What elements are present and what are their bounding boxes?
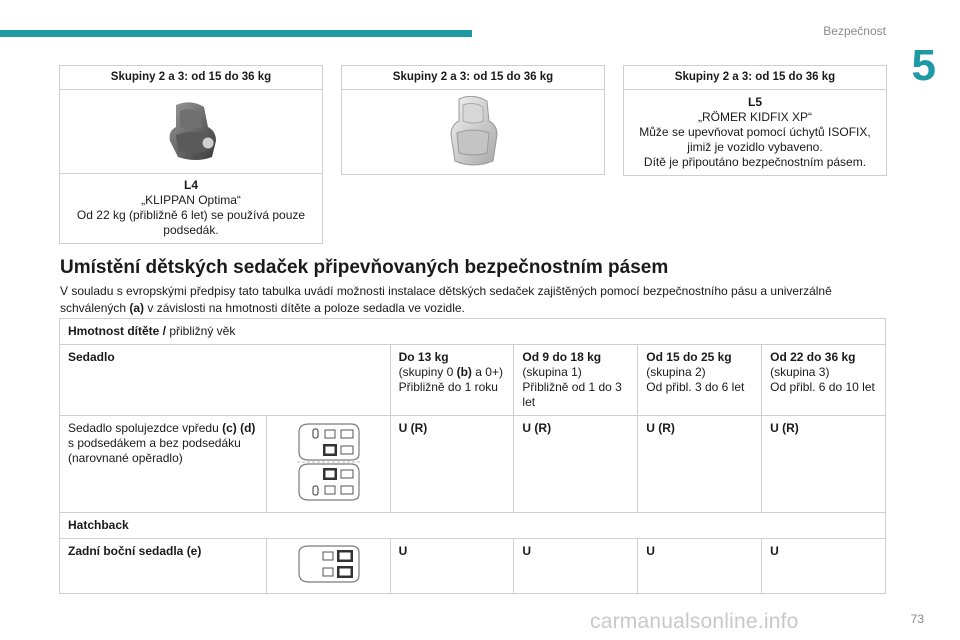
- seat-model: „KLIPPAN Optima“: [141, 193, 241, 207]
- section-title: Umístění dětských sedaček připevňovaných bezpečnostním pásem: [60, 257, 669, 278]
- seat-card-l5: [623, 65, 887, 176]
- child-seat-klippan-image: [156, 97, 226, 167]
- group-title: Od 9 do 18 kg: [522, 350, 602, 364]
- seat-column-header: Sedadlo: [60, 345, 391, 416]
- group-title: Od 15 do 25 kg: [646, 350, 732, 364]
- car-rear-seats-diagram: [293, 543, 363, 585]
- seat-model: „RÖMER KIDFIX XP“: [697, 110, 812, 124]
- seat-card-header: Skupiny 2 a 3: od 15 do 36 kg: [342, 66, 604, 90]
- group-title: Do 13 kg: [398, 350, 449, 364]
- group-header: [390, 345, 514, 416]
- table-cell: U (R): [514, 416, 638, 513]
- group-age: Přibližně od 1 do 3 let: [522, 380, 622, 409]
- table-cell: U (R): [638, 416, 762, 513]
- seat-card-2: [341, 65, 605, 175]
- table-cell: U: [514, 539, 638, 594]
- intro-footnote-ref: (a): [129, 301, 145, 315]
- intro-text: V souladu s evropskými předpisy tato tabulka uvádí možnosti instalace dětských sedaček zajištěných pomocí bezpečnostního pásu a univerzálně schválených: [60, 284, 832, 315]
- table-row: [60, 345, 886, 416]
- seat-note: Od 22 kg (přibližně 6 let) se používá pouze podsedák.: [76, 208, 306, 237]
- seat-note: Dítě je připoutáno bezpečnostním pásem.: [643, 155, 867, 169]
- group-subtitle: (skupina 2): [646, 365, 706, 379]
- car-front-passenger-diagram: [293, 420, 363, 504]
- group-age: Od přibl. 6 do 10 let: [770, 380, 875, 394]
- table-cell: U (R): [390, 416, 514, 513]
- hatchback-label: Hatchback: [60, 513, 886, 539]
- table-cell: U: [638, 539, 762, 594]
- seat-note: Může se upevňovat pomocí úchytů ISOFIX, jimiž je vozidlo vybaveno.: [639, 125, 871, 154]
- group-subtitle: (skupiny 0 (b) a 0+): [398, 365, 503, 379]
- seat-card-header: Skupiny 2 a 3: od 15 do 36 kg: [60, 66, 322, 90]
- intro-text: v závislosti na hmotnosti dítěte a poloze sedadla ve vozidle.: [144, 301, 465, 315]
- weight-label: Hmotnost dítěte /: [68, 324, 166, 338]
- seat-card-text: [624, 90, 886, 175]
- weight-label-rest: přibližný věk: [166, 324, 236, 338]
- seat-code: L4: [183, 178, 198, 192]
- group-header: [762, 345, 886, 416]
- table-cell: U: [390, 539, 514, 594]
- group-header: [514, 345, 638, 416]
- weight-label-cell: [60, 319, 886, 345]
- front-seat-diagram-cell: [266, 416, 390, 513]
- table-cell: U (R): [762, 416, 886, 513]
- table-row: [60, 513, 886, 539]
- section-name: Bezpečnost: [823, 24, 886, 38]
- header-accent-bar: [0, 30, 472, 37]
- seat-image-cell: [342, 90, 604, 174]
- table-row: [60, 539, 886, 594]
- child-seat-table: [59, 318, 886, 594]
- group-age: Přibližně do 1 roku: [398, 380, 498, 394]
- group-age: Od přibl. 3 do 6 let: [646, 380, 745, 394]
- seat-image-cell: [60, 90, 322, 174]
- watermark: carmanualsonline.info: [590, 610, 799, 633]
- seat-card-header: Skupiny 2 a 3: od 15 do 36 kg: [624, 66, 886, 90]
- page-number: 73: [910, 612, 924, 626]
- table-cell: U: [762, 539, 886, 594]
- seat-card-text: [60, 174, 322, 243]
- table-row: [60, 416, 886, 513]
- seat-row-label: Sedadlo spolujezdce vpředu (c) (d) s podsedákem a bez podsedáku (narovnané opěradlo): [60, 416, 267, 513]
- chapter-number: 5: [911, 41, 936, 90]
- group-title: Od 22 do 36 kg: [770, 350, 856, 364]
- seat-code: L5: [747, 95, 762, 109]
- seat-row-label: Zadní boční sedadla (e): [60, 539, 267, 594]
- table-row: [60, 319, 886, 345]
- rear-seat-diagram-cell: [266, 539, 390, 594]
- seat-card-l4: [59, 65, 323, 244]
- group-subtitle: (skupina 1): [522, 365, 582, 379]
- child-seat-image: [443, 95, 503, 169]
- intro-paragraph: [60, 283, 890, 317]
- group-header: [638, 345, 762, 416]
- group-subtitle: (skupina 3): [770, 365, 830, 379]
